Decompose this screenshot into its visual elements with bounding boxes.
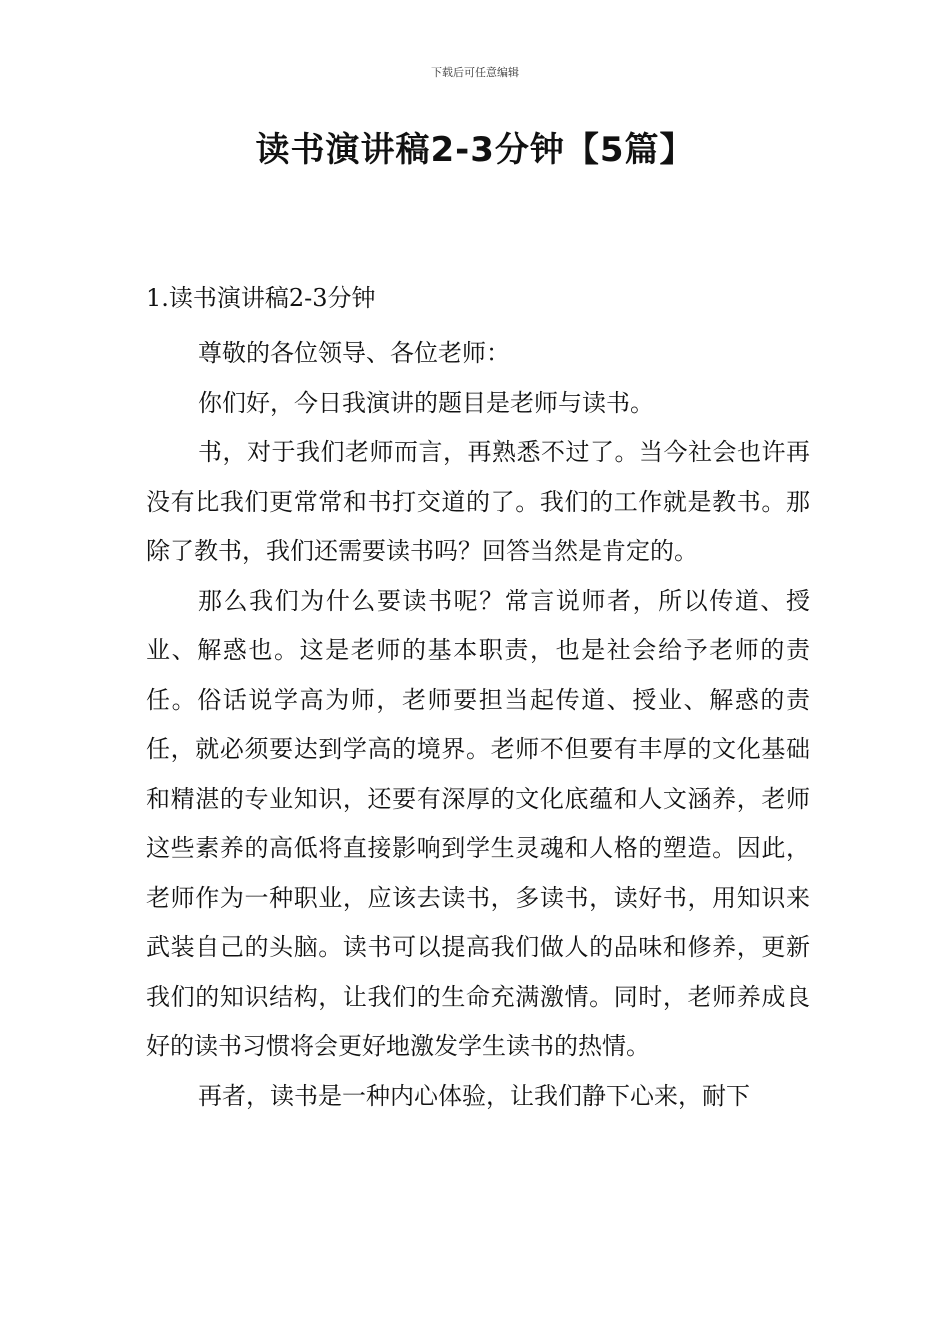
paragraph-body: 再者，读书是一种内心体验，让我们静下心来，耐下 — [198, 1081, 750, 1110]
document-title: 读书演讲稿2-3分钟【5篇】 — [255, 130, 695, 170]
section-heading: 1.读书演讲稿2-3分钟 — [146, 284, 376, 312]
page-header-note: 下载后可任意编辑 — [431, 66, 519, 79]
paragraph-greeting: 你们好，今日我演讲的题目是老师与读书。 — [198, 388, 654, 417]
paragraph-body: 那么我们为什么要读书呢？常言说师者，所以传道、授业、解惑也。这是老师的基本职责，也是社会给予老师的责任。俗话说学高为师，老师要担当起传道、授业、解惑的责任，就必须要达到学高的境界。老师不但要有丰厚的文化基础和精湛的专业知识，还要有深厚的文化底蕴和人文涵养，老师这些素养的高低将直接影响到学生灵魂和人格的塑造。因此，老师作为一种职业，应该去读书，多读书，读好书，用知识来武装自己的头脑。读书可以提高我们做人的品味和修养，更新我们的知识结构，让我们的生命充满激情。同时，老师养成良好的读书习惯将会更好地激发学生读书的热情。 — [146, 586, 810, 1060]
paragraph-body: 书，对于我们老师而言，再熟悉不过了。当今社会也许再没有比我们更常常和书打交道的了。我们的工作就是教书。那除了教书，我们还需要读书吗？回答当然是肯定的。 — [146, 438, 810, 565]
document-body — [146, 280, 810, 1121]
paragraph-salutation: 尊敬的各位领导、各位老师： — [198, 339, 510, 367]
